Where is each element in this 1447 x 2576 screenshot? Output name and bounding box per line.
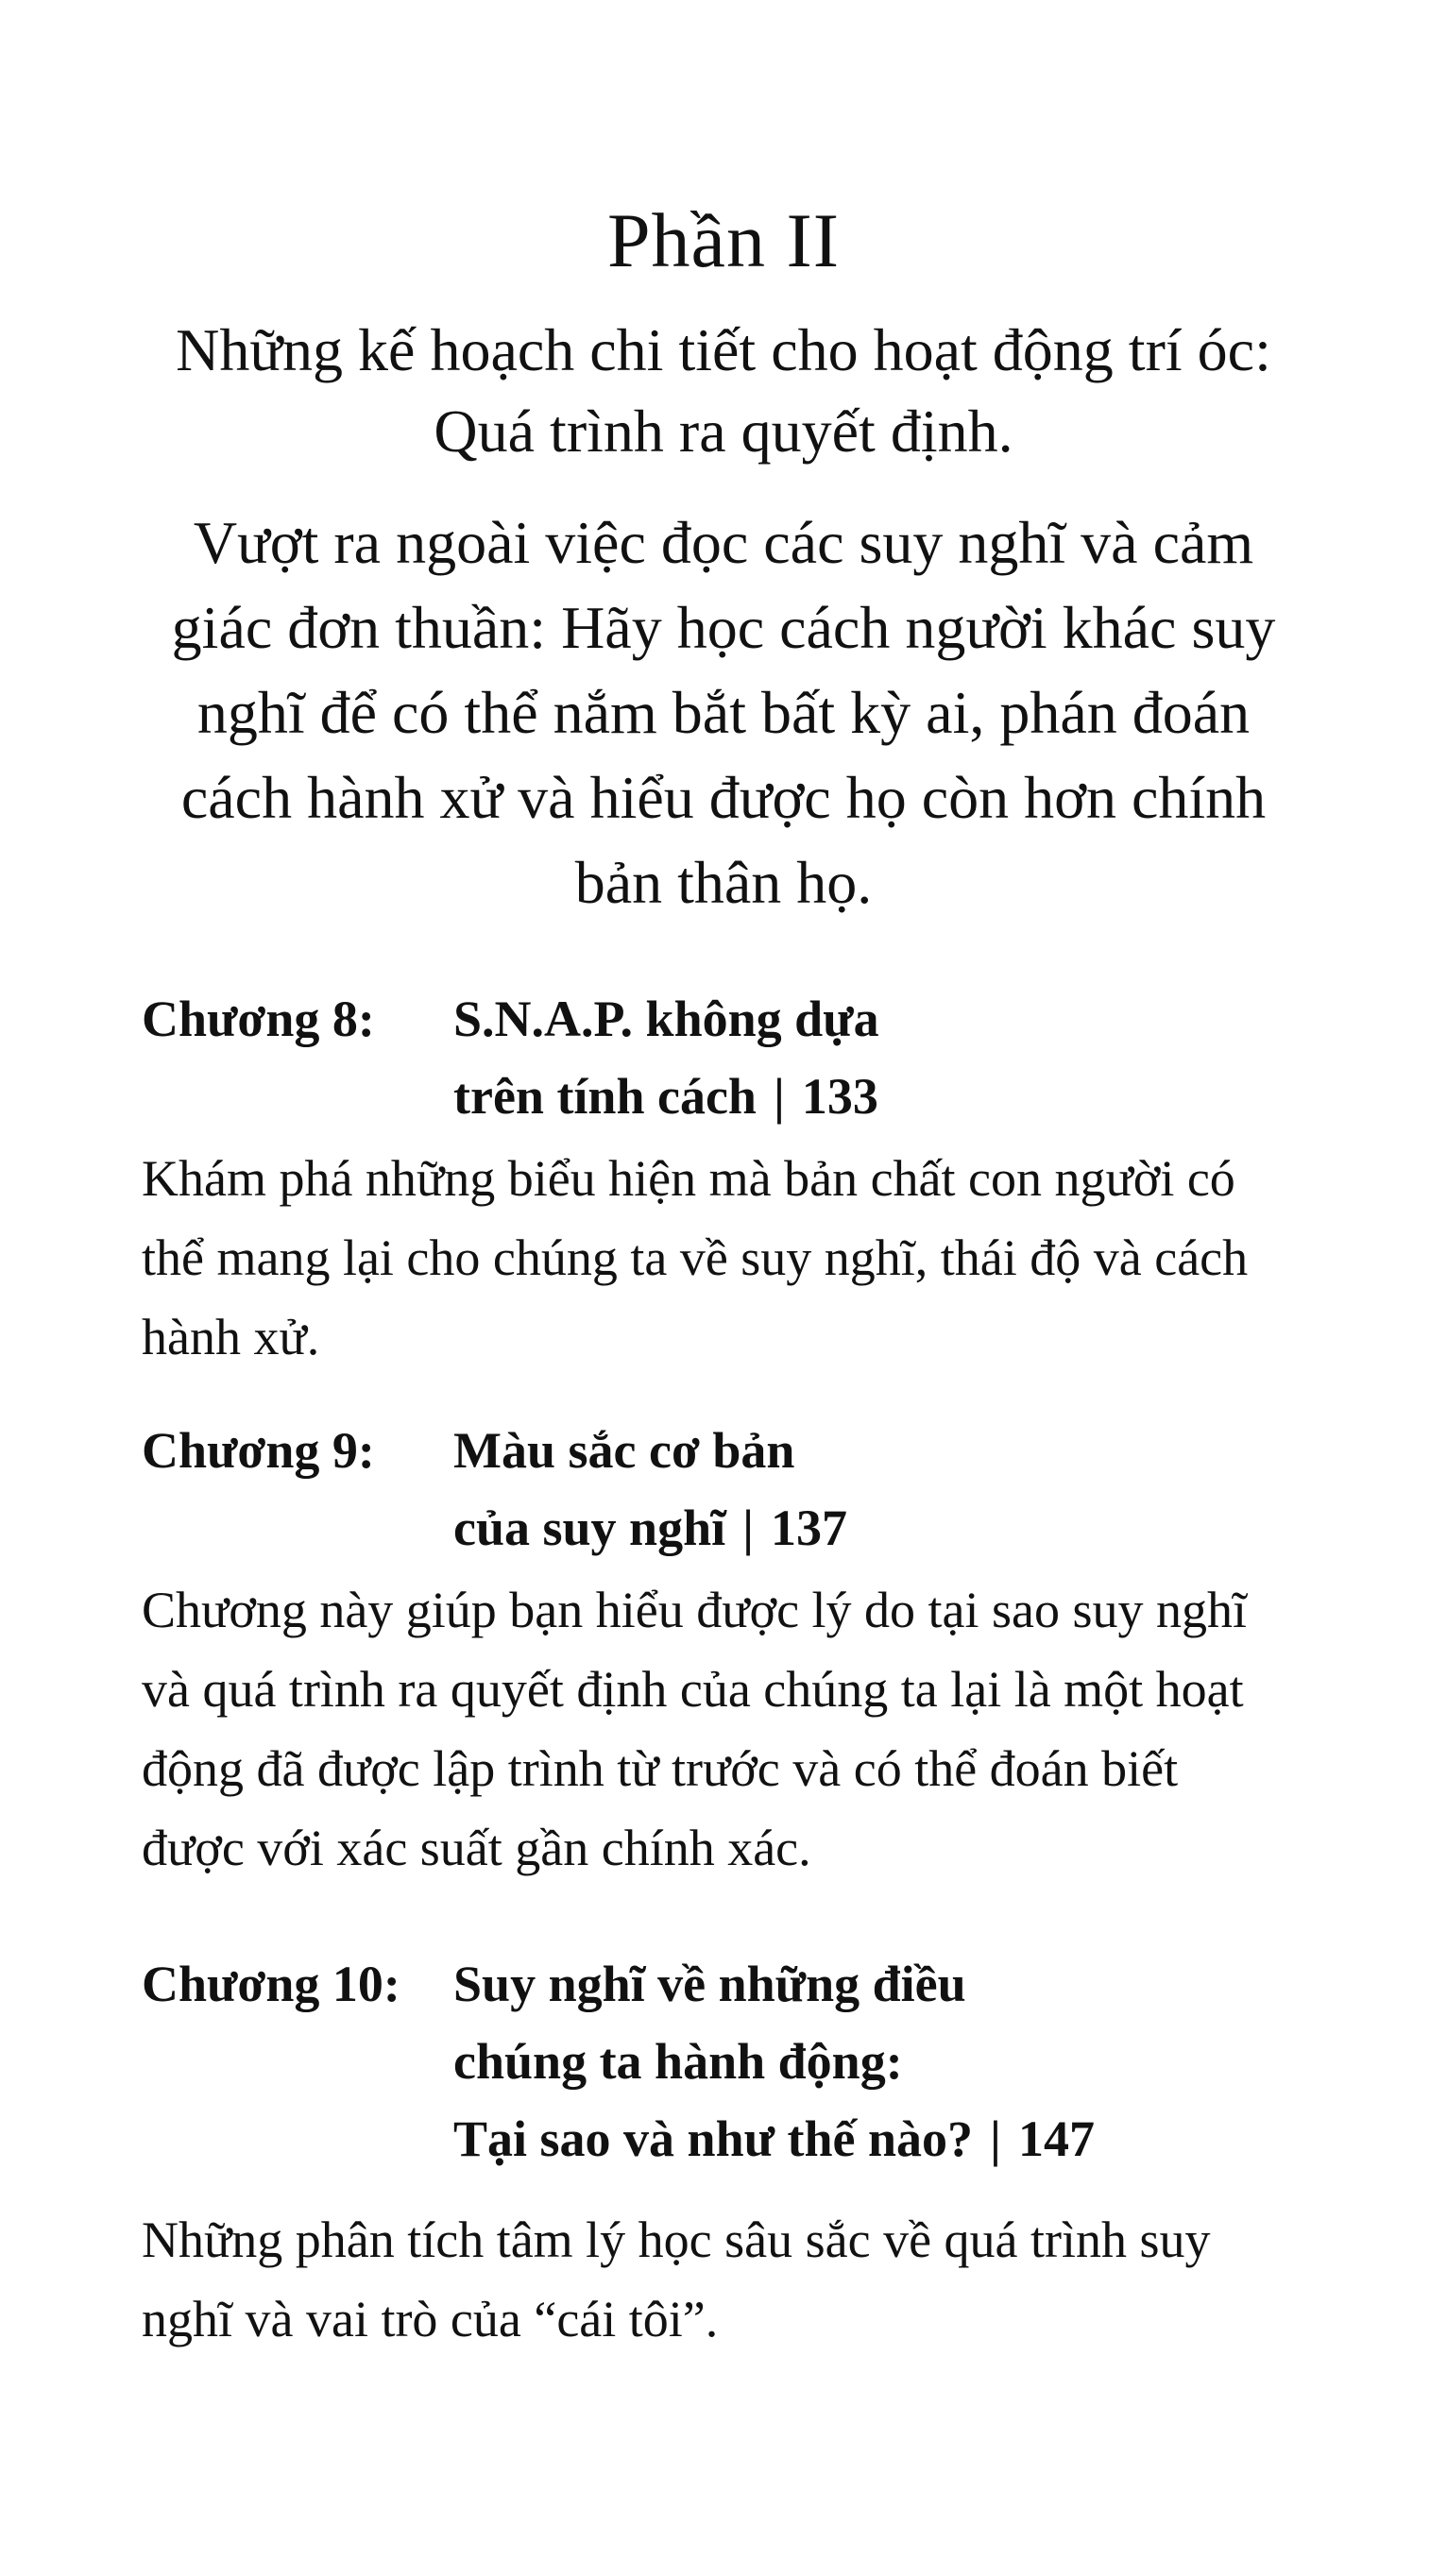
chapter-title-line: Tại sao và như thế nào? <box>453 2110 974 2167</box>
chapter-title-line: trên tính cách <box>453 1068 757 1125</box>
chapter-title <box>453 980 1370 1135</box>
chapter-entry-8 <box>142 980 1370 1377</box>
chapter-title-last-line <box>453 1058 1370 1135</box>
chapter-heading <box>142 1412 1370 1567</box>
page-separator: | <box>742 1500 755 1556</box>
chapter-title <box>453 1945 1370 2178</box>
chapter-entry-9 <box>142 1412 1370 1888</box>
chapter-title-line: Suy nghĩ về những điều <box>453 1956 966 2012</box>
chapter-title-line: Màu sắc cơ bản <box>453 1422 795 1479</box>
chapter-description-line: nghĩ và vai trò của “cái tôi”. <box>142 2291 719 2347</box>
chapter-description <box>142 2200 1370 2359</box>
chapter-title-line: chúng ta hành động: <box>453 2033 903 2090</box>
chapter-description-line: động đã được lập trình từ trước và có thể đoán biết <box>142 1740 1179 1797</box>
chapter-description-line: được với xác suất gần chính xác. <box>142 1820 811 1876</box>
chapter-description <box>142 1570 1370 1888</box>
chapter-description <box>142 1139 1370 1377</box>
page-number: 133 <box>801 1068 878 1125</box>
part-description <box>132 500 1315 925</box>
chapter-title <box>453 1412 1370 1567</box>
chapter-description-line: hành xử. <box>142 1309 320 1365</box>
part-subtitle-line: Quá trình ra quyết định. <box>434 398 1013 465</box>
part-description-line: bản thân họ. <box>574 849 873 916</box>
chapter-description-line: Những phân tích tâm lý học sâu sắc về quá trình suy <box>142 2212 1211 2268</box>
chapter-title-last-line <box>453 1489 1370 1567</box>
part-description-line: nghĩ để có thể nắm bắt bất kỳ ai, phán đoán <box>196 679 1251 746</box>
page-number: 137 <box>771 1500 848 1556</box>
part-description-line: Vượt ra ngoài việc đọc các suy nghĩ và cảm <box>193 509 1254 576</box>
chapter-label: Chương 8: <box>142 991 375 1047</box>
chapter-label: Chương 10: <box>142 1956 400 2012</box>
page-separator: | <box>990 2110 1001 2167</box>
part-description-line: giác đơn thuần: Hãy học cách người khác suy <box>171 594 1276 661</box>
chapter-description-line: Khám phá những biểu hiện mà bản chất con người có <box>142 1150 1235 1207</box>
chapter-heading <box>142 1945 1370 2178</box>
chapter-heading <box>142 980 1370 1135</box>
chapter-entry-10 <box>142 1945 1370 2359</box>
page-number: 147 <box>1017 2110 1095 2167</box>
chapter-title-last-line <box>453 2100 1370 2178</box>
page-separator: | <box>773 1068 785 1125</box>
chapter-description-line: thể mang lại cho chúng ta về suy nghĩ, thái độ và cách <box>142 1229 1249 1286</box>
chapter-label: Chương 9: <box>142 1422 375 1479</box>
chapter-title-line: của suy nghĩ <box>453 1500 726 1556</box>
part-description-line: cách hành xử và hiểu được họ còn hơn chính <box>180 764 1267 831</box>
chapter-description-line: và quá trình ra quyết định của chúng ta lại là một hoạt <box>142 1661 1244 1718</box>
part-subtitle <box>94 310 1353 472</box>
chapter-description-line: Chương này giúp bạn hiểu được lý do tại sao suy nghĩ <box>142 1582 1248 1638</box>
part-subtitle-line: Những kế hoạch chi tiết cho hoạt động trí óc: <box>176 316 1271 383</box>
part-title: Phần II <box>606 197 841 283</box>
chapter-title-line: S.N.A.P. không dựa <box>453 991 879 1047</box>
